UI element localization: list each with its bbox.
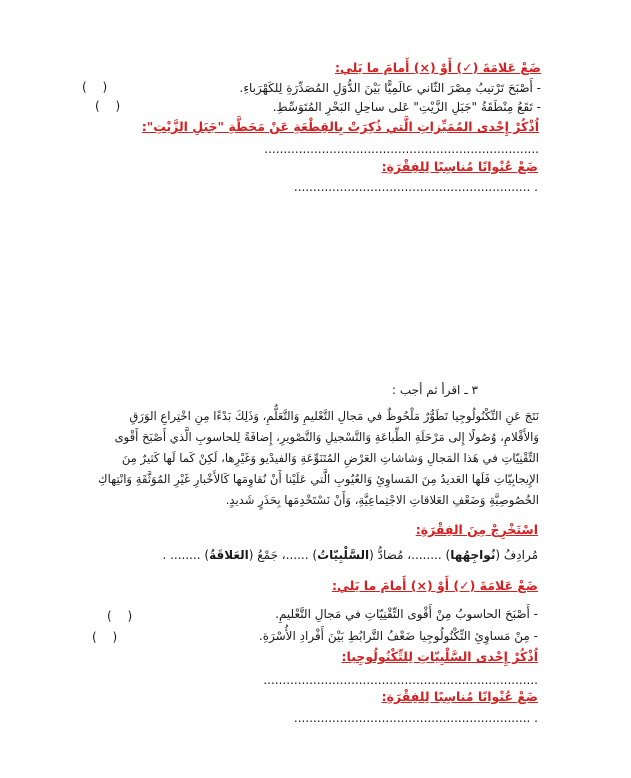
synonym-prefix: مُرادِفُ ( (495, 548, 538, 562)
synonym-word: نُواجِهُها (450, 548, 496, 562)
instruction-true-false-2: ضَعْ عَلامَةَ (✓) أَوْ (×) أَمامَ ما يَلي: (331, 578, 538, 593)
question-extract: اسْتَخْرِجْ مِنَ الفِقْرَةِ: (415, 522, 538, 537)
statement-1-2: - تَقَعُ مِنْطَقَةُ "جَبَلِ الزَّيْتِ" عَلى ساحِلِ البَحْرِ المُتَوَسِّطِ. (272, 100, 541, 114)
question-negatives: اُذْكُرْ إِحْدى السَّلْبِيّاتِ لِلتِّكْنُولُوجِيا: (341, 649, 538, 664)
answer-line-title-1[interactable]: . .............................................................. (293, 180, 538, 194)
vocab-line (162, 548, 538, 562)
question-features: اُذْكُرْ إِحْدى المُمَيِّزاتِ الَّتي ذُكِرَتْ بِالقِطْعَةِ عَنْ مَحَطَّةِ "جَبَلِ الزَّيْتِ": (141, 119, 539, 134)
answer-bracket-1-1[interactable]: ( ) (82, 80, 114, 94)
answer-bracket-2-2[interactable]: ( ) (92, 630, 124, 644)
paragraph-line-4: الإِيجابِيّاتِ فَلَها العَديدُ مِنَ المَساوِئِ وَالعُيُوبِ الَّتي عَلَيْنا أَنْ نُقاوِمَها كَالأَخْبارِ غَيْرِ المُوَثَّقَةِ وَانْتِهاكِ (98, 472, 539, 486)
instruction-true-false-1: ضَعْ عَلامَةَ (✓) أَوْ (×) أَمامَ ما يَلي: (334, 60, 541, 75)
question-title-2: ضَعْ عُنْوانًا مُناسِبًا لِلفِقْرَةِ: (381, 689, 538, 704)
question-title-1: ضَعْ عُنْوانًا مُناسِبًا لِلفِقْرَةِ: (381, 159, 538, 174)
plural-word: العَلاقَةُ (209, 548, 249, 562)
statement-2-2: - مِنْ مَساوِئِ التِّكْنُولُوجِيا ضَعْفُ التَّرابُطِ بَيْنَ أَفْرادِ الأُسْرَةِ. (258, 629, 538, 643)
paragraph-line-5: الخُصُوصِيَّةِ وَضَعْفِ العَلاقاتِ الاجْتِماعِيَّةِ، وَأَنْ نَسْتَخْدِمَها بِحَذَرٍ شَديدٍ. (225, 493, 539, 507)
paragraph-line-2: وَالأَقْلامِ، وُصُولًا إِلى مَرْحَلَةِ الطِّباعَةِ وَالتَّسْجيلِ وَالتَّصْويرِ، إِضافَةً لِلحاسوبِ الَّذي أَصْبَحَ أَقْوى (114, 430, 539, 444)
section-heading: ٣ ـ اقرأ ثم أجب : (392, 383, 478, 397)
statement-1-1: - أَصْبَحَ تَرْتيبُ مِصْرَ الثّاني عالَمِيًّا بَيْنَ الدُّوَلِ المُصَدِّرَةِ لِلكَهْرَباءِ. (239, 81, 541, 95)
statement-2-1: - أَصْبَحَ الحاسوبُ مِنْ أَقْوى التِّقْنِيّاتِ في مَجالِ التَّعْليمِ. (275, 607, 538, 621)
vocab-suffix: ) ........ . (162, 548, 210, 562)
paragraph-line-3: التِّقْنِيّاتِ في هَذا المَجالِ وَشاشاتِ العَرْضِ المُتَنَوِّعَةِ وَالفيدْيو وَغَيْرِها، لَكِنْ كَما لَها كَثيرٌ مِنَ (121, 451, 539, 465)
answer-bracket-1-2[interactable]: ( ) (95, 99, 127, 113)
answer-bracket-2-1[interactable]: ( ) (107, 609, 139, 623)
paragraph-line-1: نَتَجَ عَنِ التِّكْنُولُوجِيا تَطَوُّرٌ مَلْحُوظٌ في مَجالِ التَّعْليمِ وَالتَّعَلُّمِ، وَذَلِكَ بَدْءًا مِنِ اخْتِراعِ الوَرَقِ (129, 409, 539, 423)
answer-line-negatives[interactable]: ........................................................................ (263, 673, 538, 687)
antonym-word: السَّلْبِيّاتُ (317, 548, 370, 562)
antonym-prefix: ) ........، مُضادُّ ( (369, 548, 451, 562)
answer-line-title-2[interactable]: . .............................................................. (293, 711, 538, 725)
plural-prefix: ) ......، جَمْعُ ( (248, 548, 318, 562)
answer-line-features[interactable]: ........................................................................ (264, 142, 539, 156)
